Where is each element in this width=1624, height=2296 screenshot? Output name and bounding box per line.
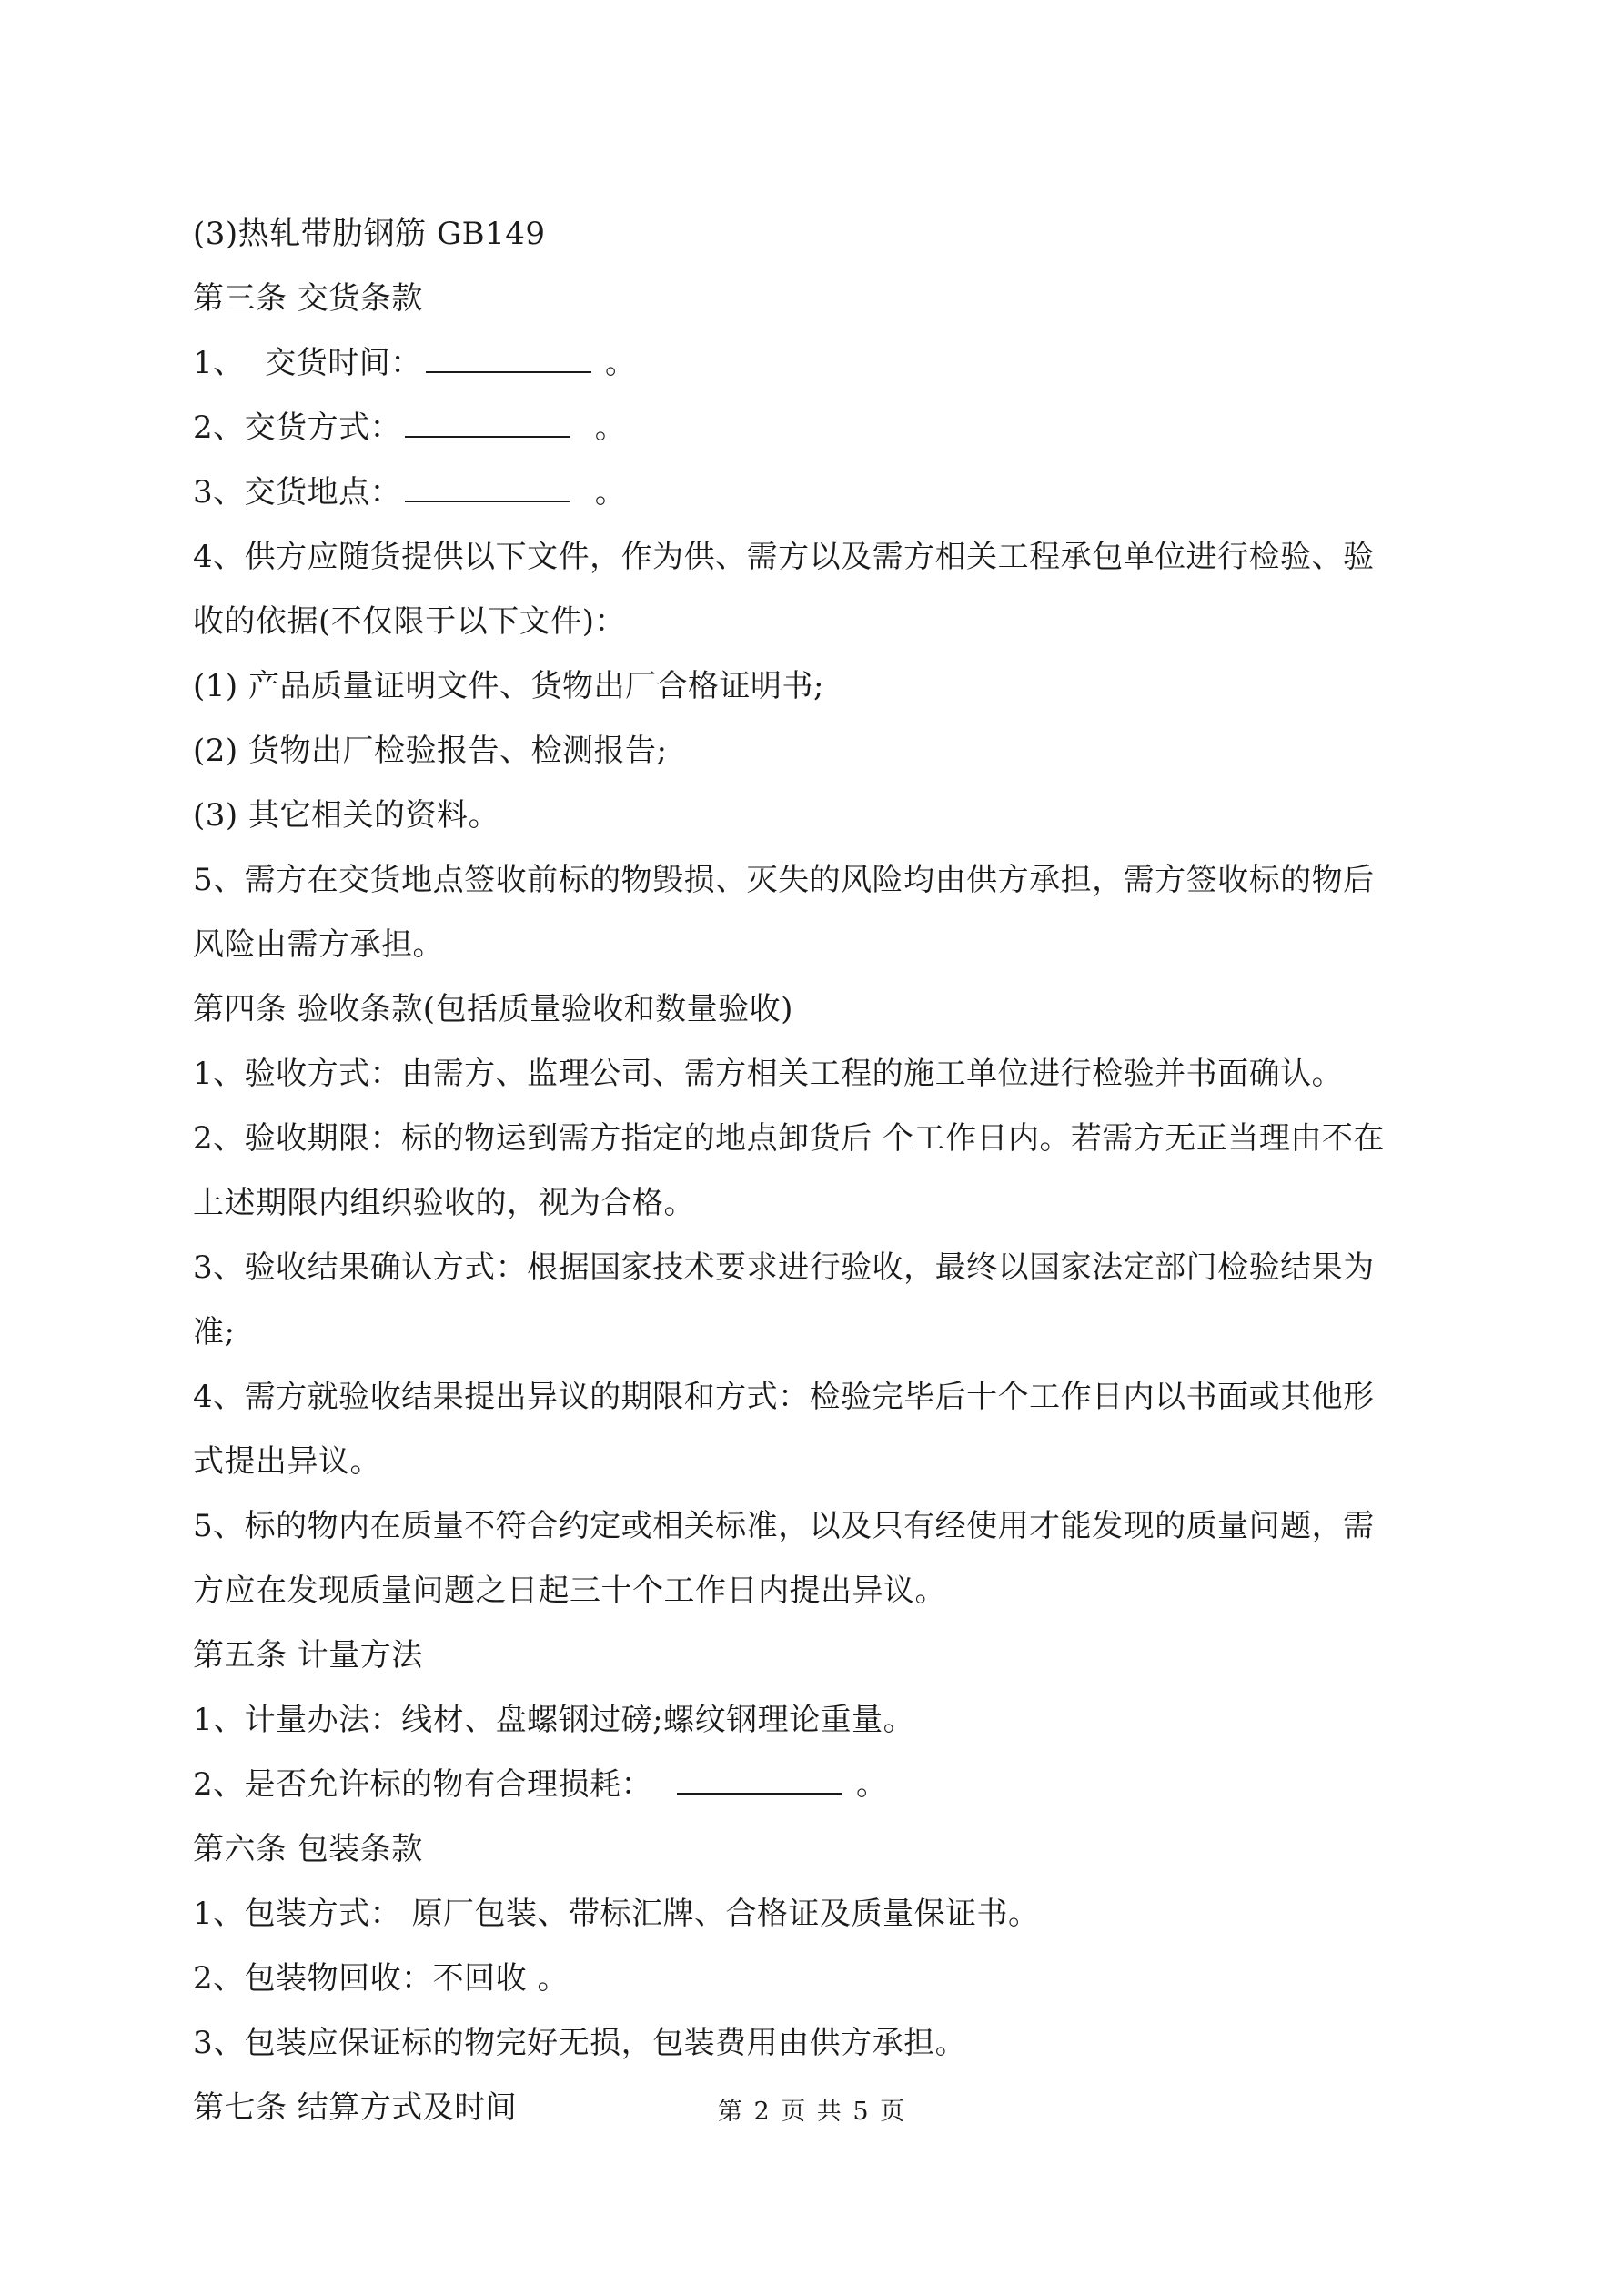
paragraph-line: 式提出异议。 (193, 1443, 381, 1480)
loss-allowance-label: 2、是否允许标的物有合理损耗： (193, 1766, 673, 1803)
paragraph-line: 4、供方应随货提供以下文件，作为供、需方以及需方相关工程承包单位进行检验、验 (193, 539, 1375, 575)
paragraph-line: 3、交货地点： 。 (193, 460, 1448, 525)
loss-allowance-blank (677, 1758, 842, 1795)
paragraph-line: (3)热轧带肋钢筋 GB149 (193, 216, 546, 252)
paragraph-line: 收的依据(不仅限于以下文件)： (193, 603, 627, 640)
paragraph-line: 方应在发现质量问题之日起三十个工作日内提出异议。 (193, 1573, 946, 1609)
delivery-place-blank (405, 466, 570, 502)
paragraph-line: 2、包装物回收：不回收 。 (193, 1960, 569, 1997)
paragraph-line: 2、交货方式： 。 (193, 396, 1448, 460)
paragraph-line: 准; (193, 1314, 236, 1350)
section-heading: 第五条 计量方法 (193, 1637, 423, 1674)
section-heading: 第三条 交货条款 (193, 280, 423, 317)
paragraph-line: 1、验收方式：由需方、监理公司、需方相关工程的施工单位进行检验并书面确认。 (193, 1056, 1344, 1092)
section-heading: 第七条 结算方式及时间 (193, 2089, 518, 2126)
contract-body (193, 202, 1448, 2140)
paragraph-line: 3、验收结果确认方式：根据国家技术要求进行验收，最终以国家法定部门检验结果为 (193, 1249, 1375, 1286)
delivery-method-blank (405, 401, 570, 438)
list-item: (1) 产品质量证明文件、货物出厂合格证明书; (193, 668, 824, 704)
paragraph-line: 4、需方就验收结果提出异议的期限和方式：检验完毕后十个工作日内以书面或其他形 (193, 1379, 1375, 1415)
paragraph-line: 5、标的物内在质量不符合约定或相关标准，以及只有经使用才能发现的质量问题，需 (193, 1508, 1375, 1544)
section-heading: 第四条 验收条款(包括质量验收和数量验收) (193, 991, 793, 1027)
page-number-footer: 第 2 页 共 5 页 (717, 2098, 907, 2126)
paragraph-line: 3、包装应保证标的物完好无损，包装费用由供方承担。 (193, 2025, 967, 2061)
delivery-time-blank (426, 337, 591, 373)
delivery-time-label: 1、 交货时间： (193, 345, 422, 381)
paragraph-line: 2、是否允许标的物有合理损耗： 。 (193, 1753, 1448, 1817)
paragraph-line: 上述期限内组织验收的，视为合格。 (193, 1185, 695, 1221)
paragraph-line: 1、包装方式： 原厂包装、带标汇牌、合格证及质量保证书。 (193, 1896, 1040, 1932)
paragraph-line: 2、验收期限：标的物运到需方指定的地点卸货后 个工作日内。若需方无正当理由不在 (193, 1120, 1385, 1157)
paragraph-line: 1、 交货时间： 。 (193, 331, 1448, 396)
paragraph-line: 5、需方在交货地点签收前标的物毁损、灭失的风险均由供方承担，需方签收标的物后 (193, 862, 1375, 898)
delivery-place-label: 3、交货地点： (193, 474, 402, 511)
list-item: (2) 货物出厂检验报告、检测报告; (193, 733, 668, 769)
section-heading: 第六条 包装条款 (193, 1831, 423, 1867)
paragraph-line: 风险由需方承担。 (193, 926, 444, 963)
list-item: (3) 其它相关的资料。 (193, 797, 499, 834)
delivery-method-label: 2、交货方式： (193, 410, 402, 446)
paragraph-line: 1、计量办法：线材、盘螺钢过磅;螺纹钢理论重量。 (193, 1702, 915, 1738)
